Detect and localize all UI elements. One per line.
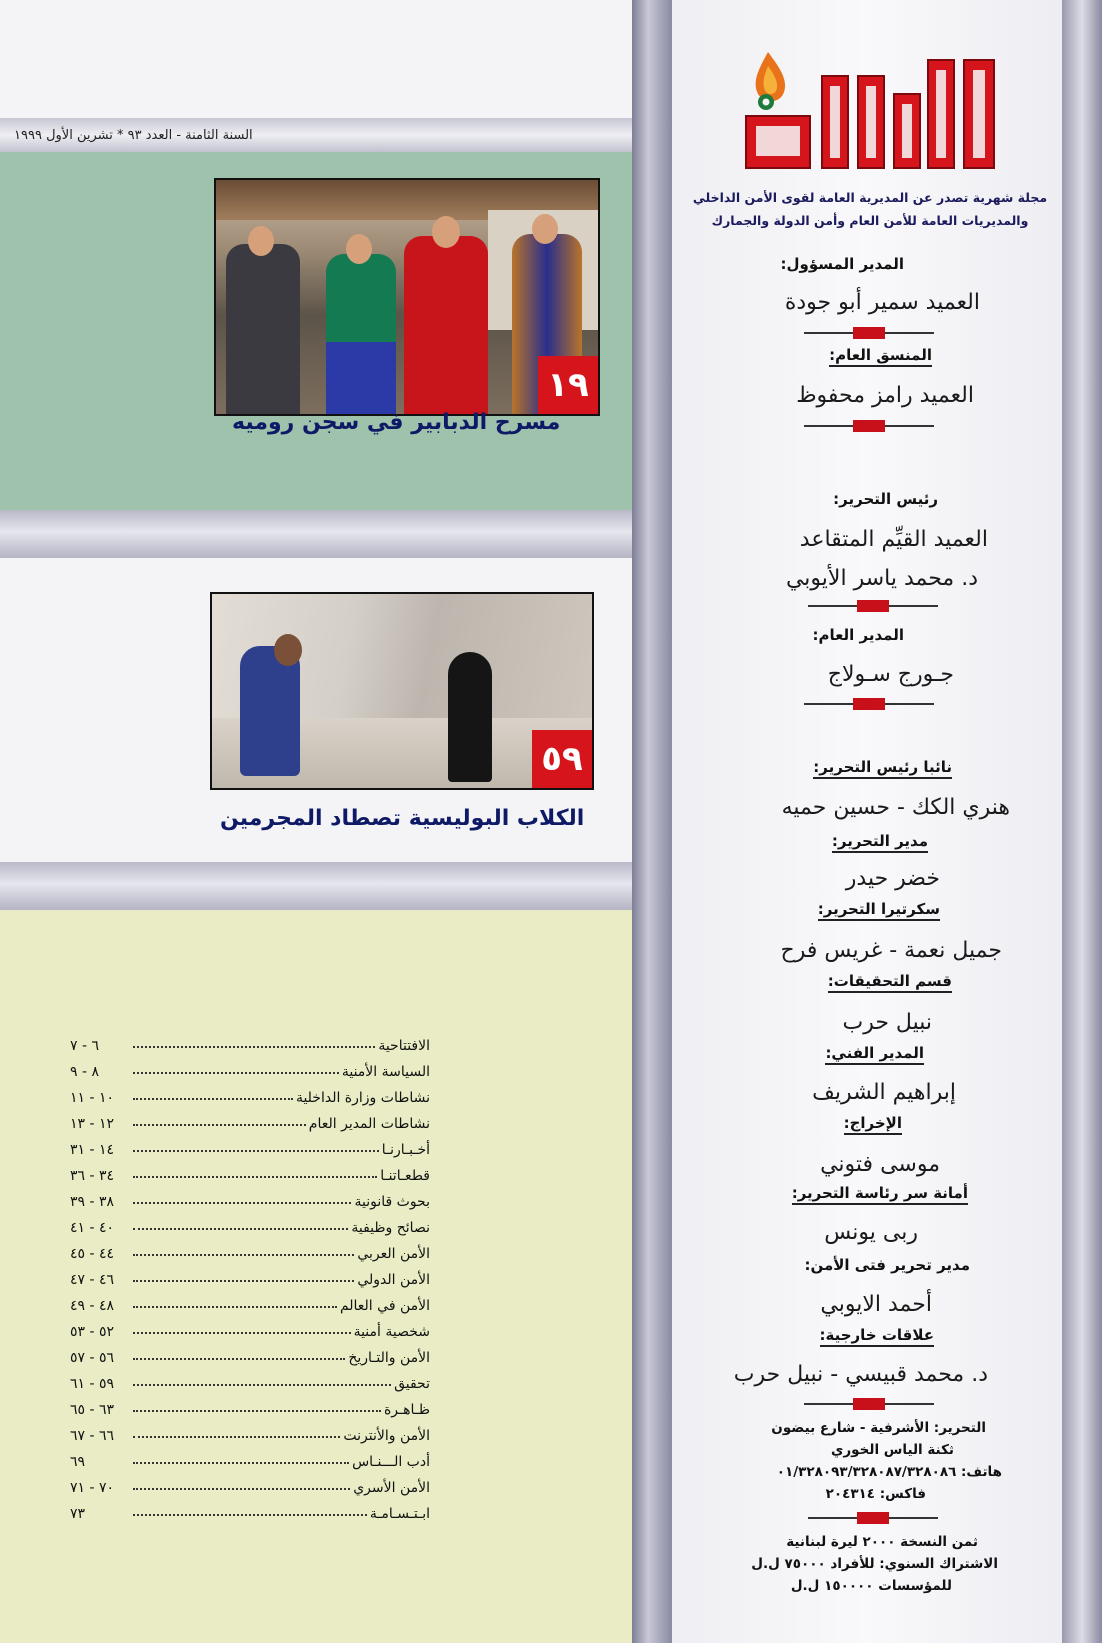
editorial-secretaries-names: جميل نعمة - غريس فرح <box>780 938 1002 963</box>
label-investigations: قسم التحقيقات: <box>828 972 952 993</box>
toc-leader <box>133 1046 375 1048</box>
toc-title: ظـاهـرة <box>383 1402 430 1418</box>
toc-pages: ٤٨ - ٤٩ <box>70 1298 115 1314</box>
label-director-responsible: المدير المسؤول: <box>780 255 904 273</box>
toc-pages: ٣٨ - ٣٩ <box>70 1194 115 1210</box>
masthead-subtitle-2: والمديريات العامة للأمن العام وأمن الدولة والجمارك <box>711 213 1029 228</box>
feature-photo-police-dog[interactable] <box>210 592 594 790</box>
photo-figure-suit <box>226 244 300 414</box>
toc-row[interactable] <box>70 1210 430 1236</box>
toc-row[interactable] <box>70 1418 430 1444</box>
secretariat-name: ربى يونس <box>824 1220 918 1245</box>
toc-title: أخـبـارنـا <box>381 1142 430 1158</box>
toc-leader <box>133 1176 377 1178</box>
divider-band <box>0 862 632 910</box>
toc-pages: ٧٠ - ٧١ <box>70 1480 115 1496</box>
toc-title: الأمن والأنترنت <box>343 1428 430 1444</box>
investigations-name: نبيل حرب <box>842 1010 932 1035</box>
youth-editor-name: أحمد الايوبي <box>820 1292 932 1317</box>
separator <box>808 1512 938 1524</box>
toc-title: قطعـاتنـا <box>380 1168 430 1184</box>
toc-row[interactable] <box>70 1444 430 1470</box>
toc-leader <box>133 1228 348 1230</box>
toc-leader <box>133 1254 354 1256</box>
toc-row[interactable] <box>70 1314 430 1340</box>
toc-title: تحقيق <box>394 1376 430 1392</box>
toc-pages: ٧٣ <box>70 1506 86 1522</box>
page-number-badge: ١٩ <box>538 356 598 414</box>
toc-row[interactable] <box>70 1392 430 1418</box>
column-divider <box>632 0 672 1643</box>
toc-leader <box>133 1150 379 1152</box>
toc-pages: ١٤ - ٣١ <box>70 1142 115 1158</box>
label-editor-in-chief: رئيس التحرير: <box>833 490 938 508</box>
toc-row[interactable] <box>70 1054 430 1080</box>
toc-leader <box>133 1436 340 1438</box>
phone-number: هاتف: ٠١/٣٢٨٠٩٣/٣٢٨٠٨٧/٣٢٨٠٨٦ <box>776 1464 1002 1480</box>
subscription-institutions: للمؤسسات ١٥٠٠٠٠ ل.ل <box>790 1578 952 1594</box>
toc-leader <box>133 1410 381 1412</box>
toc-title: بحوث قانونية <box>354 1194 430 1210</box>
right-edge-stripe <box>1062 0 1102 1643</box>
toc-title: نشاطات المدير العام <box>308 1116 430 1132</box>
separator <box>804 420 934 432</box>
photo-head <box>274 634 302 666</box>
toc-pages: ٦ - ٧ <box>70 1038 100 1054</box>
editor-in-chief-line1: العميد القيِّم المتقاعد <box>799 527 988 552</box>
toc-title: الأمن والتـاريخ <box>348 1350 430 1366</box>
toc-title: السياسة الأمنية <box>341 1064 430 1080</box>
toc-row[interactable] <box>70 1106 430 1132</box>
photo-head <box>532 214 558 244</box>
toc-leader <box>133 1124 306 1126</box>
toc-leader <box>133 1462 349 1464</box>
page-number-badge: ٥٩ <box>532 730 592 788</box>
label-youth-editor: مدير تحرير فتى الأمن: <box>804 1256 970 1274</box>
label-layout: الإخراج: <box>844 1114 902 1135</box>
label-editorial-secretaries: سكرتيرا التحرير: <box>818 900 940 921</box>
toc-title: أدب الـــنـاس <box>352 1454 430 1470</box>
toc-title: نصائح وظيفية <box>351 1220 430 1236</box>
issue-line: السنة الثامنة - العدد ٩٣ * تشرين الأول ١٩٩٩ <box>14 127 253 143</box>
issue-price: ثمن النسخة ٢٠٠٠ ليرة لبنانية <box>786 1534 978 1550</box>
managing-editor-name: خضر حيدر <box>845 866 940 891</box>
label-external-relations: علاقات خارجية: <box>820 1326 935 1347</box>
toc-title: الافتتاحية <box>378 1038 430 1054</box>
toc-leader <box>133 1384 391 1386</box>
photo-figure-red <box>404 236 488 414</box>
label-managing-editor: مدير التحرير: <box>832 832 928 853</box>
toc-row[interactable] <box>70 1236 430 1262</box>
toc-pages: ٣٤ - ٣٦ <box>70 1168 115 1184</box>
toc-leader <box>133 1098 293 1100</box>
toc-pages: ١٠ - ١١ <box>70 1090 115 1106</box>
toc-title: الأمن الأسري <box>353 1480 430 1496</box>
toc-leader <box>133 1514 367 1516</box>
general-manager-name: جـورج سـولاج <box>827 662 954 687</box>
toc-title: الأمن الدولي <box>357 1272 430 1288</box>
toc-pages: ٦٦ - ٦٧ <box>70 1428 115 1444</box>
separator <box>808 600 938 612</box>
toc-row[interactable] <box>70 1470 430 1496</box>
feature-panel-1 <box>0 152 632 510</box>
subscription-individuals: الاشتراك السنوي: للأفراد ٧٥٠٠٠ ل.ل <box>751 1556 998 1572</box>
toc-pages: ٦٩ <box>70 1454 86 1470</box>
magazine-logo <box>728 30 1020 180</box>
toc-row[interactable] <box>70 1132 430 1158</box>
toc-title: الأمن العربي <box>357 1246 430 1262</box>
separator <box>804 327 934 339</box>
label-deputy-editors: نائبا رئيس التحرير: <box>813 758 952 779</box>
toc-pages: ٥٩ - ٦١ <box>70 1376 115 1392</box>
toc-pages: ٨ - ٩ <box>70 1064 100 1080</box>
photo-dog <box>448 652 492 782</box>
table-of-contents <box>70 1028 430 1522</box>
toc-title: نشاطات وزارة الداخلية <box>295 1090 430 1106</box>
toc-pages: ٦٣ - ٦٥ <box>70 1402 115 1418</box>
label-art-director: المدير الفني: <box>825 1044 924 1065</box>
fax-number: فاكس: ٢٠٤٣١٤ <box>825 1486 926 1502</box>
toc-row[interactable] <box>70 1288 430 1314</box>
toc-leader <box>133 1306 337 1308</box>
address-line-2: ثكنة الياس الخوري <box>831 1442 954 1458</box>
toc-title: الأمن في العالم <box>339 1298 430 1314</box>
layout-name: موسى فتوني <box>820 1152 940 1177</box>
address-line-1: التحرير: الأشرفية - شارع بيضون <box>771 1420 986 1436</box>
external-relations-names: د. محمد قبيسي - نبيل حرب <box>733 1362 988 1387</box>
feature-photo-theatre[interactable] <box>214 178 600 416</box>
art-director-name: إبراهيم الشريف <box>812 1080 956 1105</box>
masthead-subtitle-1: مجلة شهرية تصدر عن المديرية العامة لقوى الأمن الداخلي <box>692 190 1048 205</box>
label-secretariat: أمانة سر رئاسة التحرير: <box>792 1184 968 1205</box>
toc-leader <box>133 1280 354 1282</box>
toc-title: ابـتـسـامـة <box>369 1506 430 1522</box>
toc-pages: ٤٤ - ٤٥ <box>70 1246 115 1262</box>
photo-head <box>432 216 460 248</box>
label-coordinator: المنسق العام: <box>829 346 932 367</box>
separator <box>804 1398 934 1410</box>
toc-leader <box>133 1332 351 1334</box>
feature-title-1[interactable]: مسرح الدبابير في سجن روميه <box>232 410 561 435</box>
toc-pages: ١٢ - ١٣ <box>70 1116 115 1132</box>
toc-pages: ٤٦ - ٤٧ <box>70 1272 115 1288</box>
photo-head <box>248 226 274 256</box>
toc-leader <box>133 1072 339 1074</box>
toc-leader <box>133 1358 345 1360</box>
photo-figure-green <box>326 254 396 414</box>
right-column <box>672 0 1062 1643</box>
label-general-manager: المدير العام: <box>812 626 904 644</box>
toc-row[interactable] <box>70 1496 430 1522</box>
toc-row[interactable] <box>70 1262 430 1288</box>
issue-header-bar <box>0 118 632 152</box>
toc-row[interactable] <box>70 1366 430 1392</box>
separator <box>804 698 934 710</box>
toc-title: شخصية أمنية <box>353 1324 430 1340</box>
deputy-editors-names: هنري الكك - حسين حميه <box>781 795 1010 820</box>
toc-row[interactable] <box>70 1028 430 1054</box>
toc-row[interactable] <box>70 1184 430 1210</box>
director-responsible-name: العميد سمير أبو جودة <box>784 290 980 315</box>
coordinator-name: العميد رامز محفوظ <box>796 383 974 408</box>
toc-row[interactable] <box>70 1340 430 1366</box>
toc-leader <box>133 1488 350 1490</box>
feature-title-2[interactable]: الكلاب البوليسية تصطاد المجرمين <box>220 806 585 831</box>
photo-head <box>346 234 372 264</box>
toc-row[interactable] <box>70 1080 430 1106</box>
toc-row[interactable] <box>70 1158 430 1184</box>
toc-pages: ٥٢ - ٥٣ <box>70 1324 115 1340</box>
divider-band <box>0 510 632 558</box>
toc-pages: ٥٦ - ٥٧ <box>70 1350 115 1366</box>
toc-leader <box>133 1202 351 1204</box>
toc-pages: ٤٠ - ٤١ <box>70 1220 115 1236</box>
editor-in-chief-line2: د. محمد ياسر الأيوبي <box>785 566 978 591</box>
